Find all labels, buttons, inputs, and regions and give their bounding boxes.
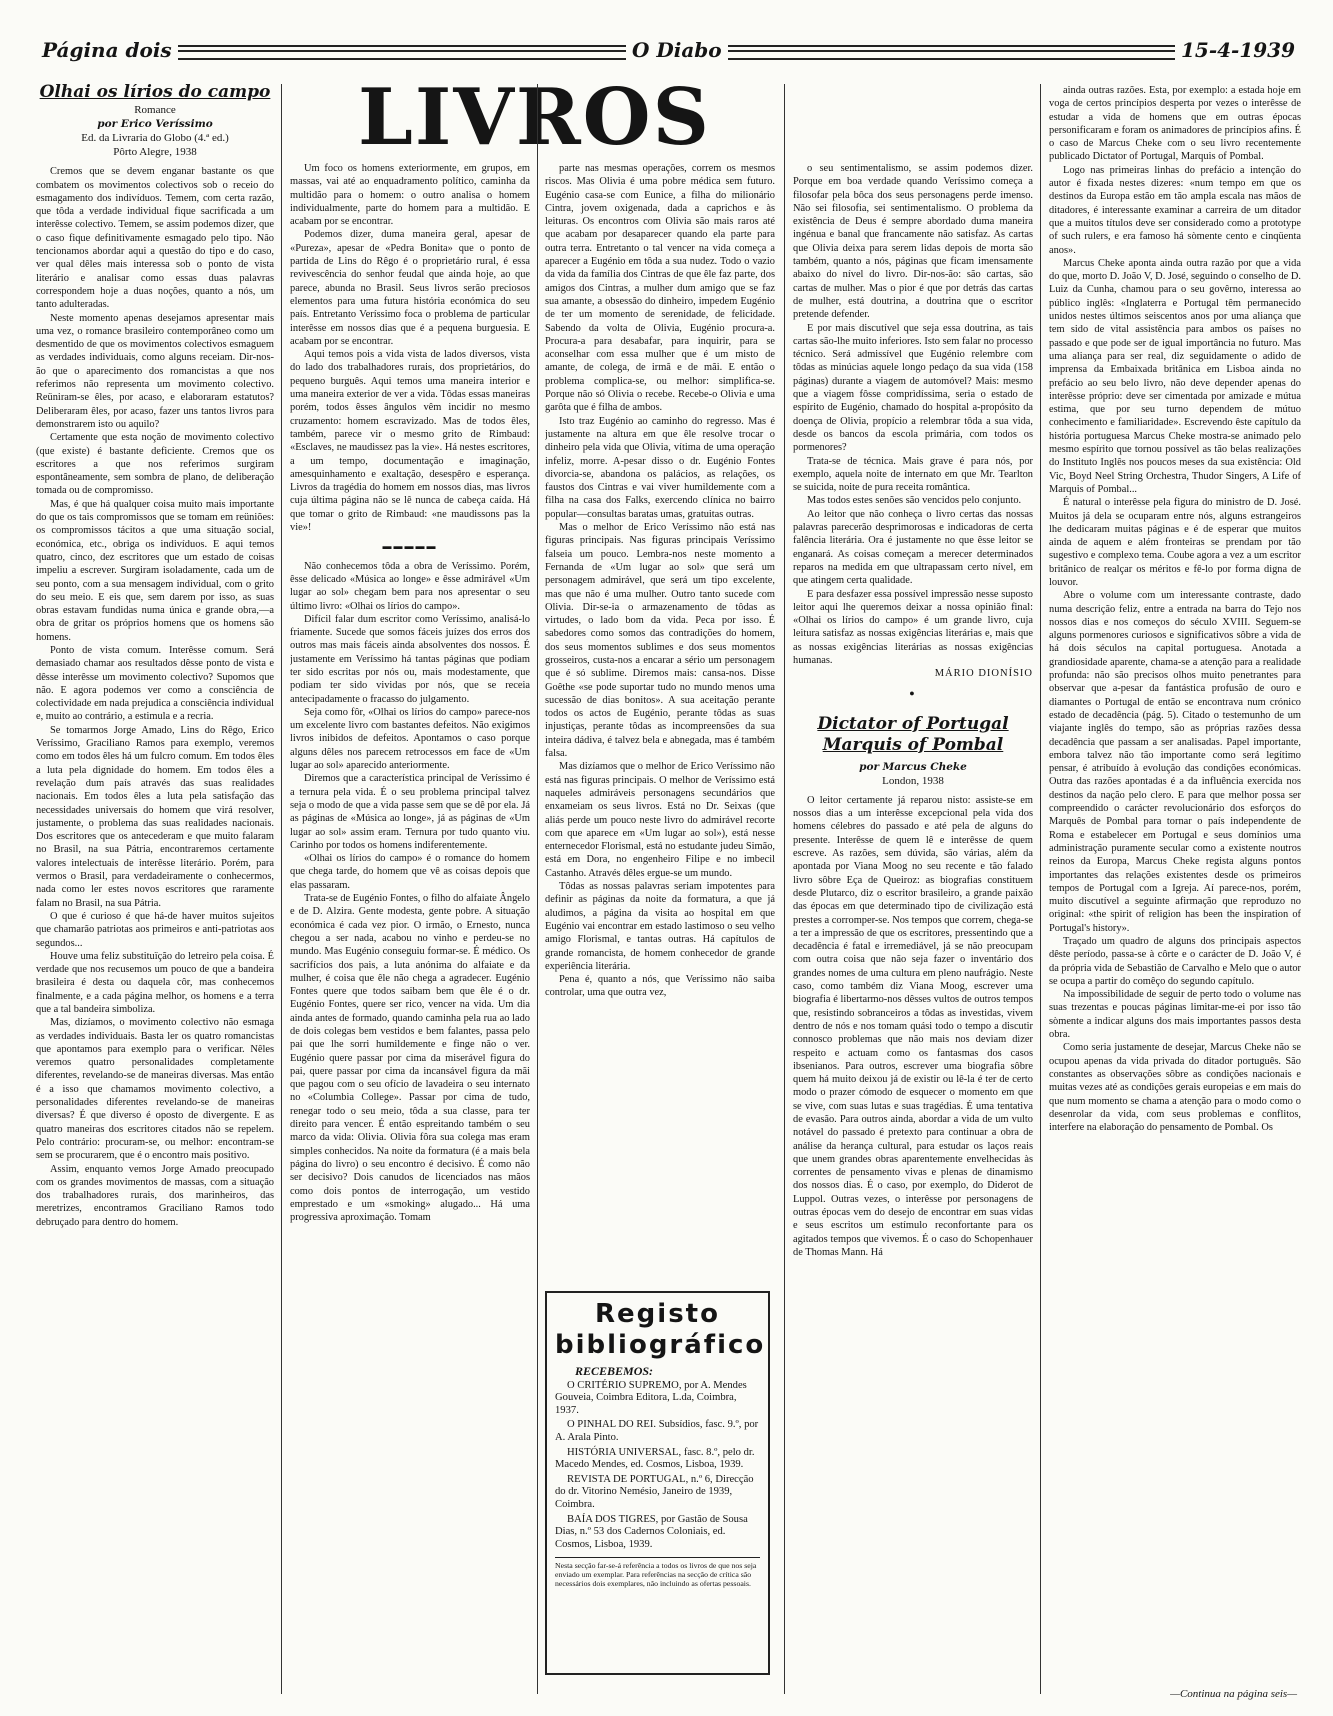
body-paragraph: Houve uma feliz substituïção do letreiro pela coisa. É verdade que nos recusemos um pouco de que a bandeira brasileira é desta ou daquela côr, mas conhecemos finalmente, e a cada página melhor, os homens e a terra que a tal bandeira simboliza. [36, 950, 274, 1015]
review-author: por Erico Veríssimo [97, 118, 213, 131]
registo-item: BAÍA DOS TIGRES, por Gastão de Sousa Dias, n.º 53 dos Cadernos Coloniais, ed. Cosmos, Lisboa, 1939. [555, 1513, 748, 1550]
registo-item: REVISTA DE PORTUGAL, n.º 6, Direcção do dr. Vitorino Nemésio, Janeiro de 1939, Coimbra. [555, 1473, 754, 1510]
body-paragraph: Cremos que se devem enganar bastante os que combatem os movimentos colectivos sob o receio do esmagamento dos indivíduos. Temem, com certa razão, que tôda a verdade individual fique sacrificada a um interêsse colectivo. Temem, se assim podemos dizer, que o caso fique definitivamente esmagado pelo tipo. Não tencionamos abordar aqui a questão do tipo e do caso, ver qual dêles mais interessa sob o ponto de vista literário e analisar como essas duas palavras correspondem hoje a duas noções, quanto a nós, um tanto adulteradas. [36, 166, 274, 311]
review-genre: Romance [134, 104, 176, 117]
newspaper-name: O Diabo [626, 38, 728, 62]
registo-item: HISTÓRIA UNIVERSAL, fasc. 8.º, pelo dr. Macedo Mendes, ed. Cosmos, Lisboa, 1939. [555, 1446, 755, 1471]
section-title-text: LIVROS [358, 71, 711, 163]
issue-date: 15-4-1939 [1175, 38, 1301, 62]
body-paragraph: Mas o melhor de Erico Veríssimo não está nas figuras principais. Nas figuras principais Veríssimo falseia um pouco. Lembra-nos neste momento a Fernanda de «Um lugar ao sol» que será um personagem admirável, que será um tipo excelente, mas que não é uma mulher. Outro tanto sucede com Olivia. Dir-se-ia o armazenamento de tôdas as virtudes, o lado bom da vida. Peca por isso. É sabedores como somos das contradições do homem, dos seus momentos sublimes e dos seus momentos grosseiros, custa-nos a encarar a sério um personagem que é só sublime. Diremos mais: cansa-nos. Disse Goêthe «se pode suportar tudo no mundo menos uma sucessão de dias bonitos». A sua aceitação perante todos os actos de Eugénio, perante tôdas as suas injustiças, perante tôdas as incompreensões da sua inteira dádiva, é talvez bela e abnegada, mas é também falsa. [545, 522, 775, 760]
review-signature: MÁRIO DIONÍSIO [934, 668, 1033, 680]
body-paragraph: Trata-se de Eugénio Fontes, o filho do alfaiate Ângelo e de D. Alzira. Gente modesta, gente pobre. A situação económica é cada vez pior. O irmão, o Ernesto, nunca chegou a ser nada, acabou no vinho e perdeu-se no mundo. Mas Eugénio conseguiu formar-se. É médico. Os sacrifícios dos pais, a luta anónima do alfaiate e da mulher, é coisa que êle não chega a agradecer. Eugénio Fontes quere que todos saibam bem que êle é o dr. Eugénio Fontes, quere ser rico, vencer na vida. Um dia ainda antes de formado, quando caminha pela rua ao lado de dois colegas bem vestidos e bem falantes, passa pelo pai que lhe sorri humildemente e finge não o ver. Eugénio quere passar por cima da miserável figura do pai, quere passar por cima da incansável figura da mãi que pagou com o seu ofício de lavadeira o seu internato no «Columbia College». Passar por cima de tudo, renegar todo o seu meio, tôda a sua classe, para ter direito para vencer. É então espreitando também o seu marco da vida: Olivia. Olivia fôra sua colega mas eram simples conhecidos. Na noite da formatura (é a mais bela página do livro) o seu encontro é decisivo. É como não ser decisivo? Dois canudos de licenciados nas mãos como dois pontos de interrogação, um vestido emprestado e um «smoking» alugado... Há uma progressiva aproximação. Tomam [290, 893, 530, 1224]
body-paragraph: Não conhecemos tôda a obra de Veríssimo. Porém, êsse delicado «Música ao longe» e êsse admirável «Um lugar ao sol» chegam bem para nos apresentar o seu último livro: «Olhai os lírios do campo». [290, 560, 530, 612]
column-4 [793, 162, 1033, 1702]
body-paragraph: Isto traz Eugénio ao caminho do regresso. Mas é justamente na altura em que êle resolve trocar o dinheiro pela vida que Olivia, vítima de uma operação infeliz, morre. A-pesar disso o dr. Eugénio Fontes divorcia-se, abandona os palácios, as relações, os faustos dos Cintras e vai viver humildemente com a filha na casa dos Falks, exercendo clínica no bairro popular—consultas baratas umas, gratuitas outras. [545, 415, 775, 520]
body-paragraph: Certamente que esta noção de movimento colectivo (que existe) é bastante deficiente. Cremos que os escritores a que nos referimos surgiram espontâneamente, sem sombra de plano, de deliberação tomada ou de compromisso. [36, 432, 274, 497]
body-paragraph: Neste momento apenas desejamos apresentar mais uma vez, o romance brasileiro contemporâneo como um desmentido de que os movimentos colectivos esmaguem as verdades individuais, como alguns receiam. Dir-nos-ão que o aparecimento dos romancistas a que nos referimos não representa um movimento colectivo. Reüniram-se êles, por acaso, e elaboraram estatutos? Deliberaram êles, por acaso, fazer uns tantos livros para demonstrarem isto ou aquilo? [36, 312, 274, 430]
column-5 [1049, 84, 1301, 1684]
body-paragraph: Pena é, quanto a nós, que Veríssimo não saiba controlar, uma que outra vez, [545, 974, 775, 999]
body-paragraph: o seu sentimentalismo, se assim podemos dizer. Porque em boa verdade quando Veríssimo começa a filosofar pela bôca dos seus personagens perde imenso. Não sei filosofia, sei sentimentalismo. O problema da existência de Deus é sempre abordado duma maneira ingénua e banal que francamente não satisfaz. As cartas que Olivia deixa para serem lidas depois de morta são também, quanto a nós, páginas que ficam imensamente abaixo do nível do livro. Dir-nos-ão: são cartas, são cartas de mulher. Mas o pior é que por detrás das cartas de mulher, está doutrina, a doutrina que o escritor pretende defender. [793, 163, 1033, 321]
column-2 [290, 162, 530, 1702]
body-paragraph: Logo nas primeiras linhas do prefácio a intenção do autor é fixada nestes dizeres: «num tempo em que os destinos da Europa estão em tão ampla escala nas mãos de ditadores, é interessante examinar a carreira de um ditador que a muitos títulos deve ser considerado como a prototype of such rulers, e era famoso há sòmente cento e cinqüenta anos». [1049, 164, 1301, 256]
body-paragraph: Tôdas as nossas palavras seriam impotentes para definir as páginas da noite da formatura, a que já aludimos, a página da visita ao hospital em que Eugénio vai encontrar em estado lastimoso o seu velho amigo Florismal, e tantas outras. Há capítulos de grande romancista, de homem conhecedor de grande experiência literária. [545, 881, 775, 972]
column-divider [784, 84, 785, 1694]
review-title: Olhai os lírios do campo [39, 84, 271, 102]
body-paragraph: Abre o volume com um interessante contraste, dado numa descrição feliz, entre a entrada na barra do Tejo nos nossos dias e nos começos do século XVIII. Seguem-se alguns pormenores curiosos e significativos sôbre a vida de há dois séculos na capital portuguesa. Anotada a grandiosidade aparente, chama-se a atenção para a realidade profunda: não são precisos olhos muito penetrantes para observar que a-pesar da fantástica profusão de ouro e diamantes o Portugal de então se encontrava num crónico estado de decadência (pág. 5). Citado o testemunho de um viajante inglês do tempo, são as próprias razões dessa decadência que passam a ser analisadas. Papel importante, embora talvez não tão importante como será legítimo pensar, é atribuído à evolução das condições económicas. Outra das razões apontadas é a da influência exercida nos destinos da nação pelo clero. E para que melhor possa ser compreendido o carácter revolucionário dos esforços do Marquês de Pombal para tornar o país independente de Roma e estabelecer em Portugal e seus domínios uma administração puramente secular como a existente noutros reinos da Europa, Marcus Cheke regista alguns pontos importantes das relações existentes desde os primeiros tempos de Portugal com a Igreja. Aí parece-nos, porém, muito discutível a seguinte afirmação que reproduzo no original: «the spirit of religion has been the inspiration of Portugal's history». [1049, 590, 1301, 934]
registo-box [545, 1291, 770, 1675]
body-paragraph: Ao leitor que não conheça o livro certas das nossas palavras parecerão desprimorosas e indicadoras de certa falência literária. Ora é justamente no que êsse leitor se enganará. As coisas começam a merecer determinados reparos na medida em que ultrapassam certo nível, em que atingem certa qualidade. [793, 508, 1033, 587]
body-paragraph: Diremos que a característica principal de Veríssimo é a ternura pela vida. É o seu problema principal talvez seja o modo de que a vida passe sem que se dê por ela. Já as páginas de «Música ao longe», já as páginas de «Um lugar ao sol» assim eram. Ternura por tudo quanto viu. Carinho por todos os homens indiferentemente. [290, 773, 530, 851]
review2-place: London, 1938 [882, 774, 944, 787]
body-paragraph: Seja como fôr, «Olhai os lírios do campo» parece-nos um excelente livro com bastantes defeitos. Não exigimos livros inibidos de defeitos. Apontamos o caso porque alguns dêles nos parecem retrocessos em face de «Um lugar ao sol» aparecido anteriormente. [290, 706, 530, 772]
body-paragraph: Mas dizíamos que o melhor de Erico Veríssimo não está nas figuras principais. O melhor de Veríssimo está naqueles admiráveis personagens secundários que enxameiam os seus livros. Está no Dr. Seixas (que aliás perde um pouco neste livro do admirável recorte com que aparece em «Um lugar ao sol»), está nesse enternecedor Florismal, está no estudante judeu Simão, está em Dora, no engenheiro Filipe e no imbecil Castanho. Através dêles ergue-se um mundo. [545, 761, 775, 879]
body-paragraph: Podemos dizer, duma maneira geral, apesar de «Pureza», apesar de «Pedra Bonita» que o ponto de partida de Lins do Rêgo é o proprietário rural, é essa revivescência do senhor feudal que ainda hoje, ao que parece, abunda no Brasil. Seus livros serão preciosos elementos para uma futura história económica do seu país. Entretanto Veríssimo foca o problema de particular interêsse em nossos dias que é a pequena burguesia. E acabam por se encontrar. [290, 229, 530, 347]
review-body-part-1 [36, 165, 274, 1229]
review2-title-line-1: Dictator of Portugal [817, 713, 1009, 734]
body-paragraph: O leitor certamente já reparou nisto: assiste-se em nossos dias a um interêsse excepcional pela vida dos homens célebres do passado e até pela de alguns do presente. Interêsse de quem lê e interêsse de quem escreve. As razões, sem dúvida, são várias, além da apontada por Viana Moog no seu recente e tão falado livro sôbre Eça de Queiroz: as biografias constituem desde Plutarco, diz o escritor brasileiro, a grande paixão das épocas em que determinado tipo de civilização está prestes a corromper-se. Nos tempos que correm, chega-se a ter a impressão de que os escritores, pressentindo que a decadência é fatal e irremediável, já se não preocupam com outra coisa que não seja fazer o inventário dos grandes nomes de uma cultura em pleno naufrágio. Neste caso, como também diz Viana Moog, escrever uma biografia é libertarmo-nos dêsses vultos de outros tempos que, resistindo sobranceiros a tôdas as investidas, vivem dentro de nós e nos tomam quási todo o tempo a discutir connosco problemas que não mais nos deviam dizer respeito e actuam como os fantasmas dos casos ibsenianos. Para outros, escrever uma biografia sôbre quem há muito deixou já de existir ou lê-la é ter de certo modo o prazer cómodo de esquecer o momento em que se vive, com suas lutas e suas tragédias. É uma tentativa de evasão. Para outros ainda, abordar a vida de um vulto notável do passado é pretexto para continuar a obra de análise da herança cultural, para estudar os laços reais que unem grandes obras aparentemente envelhecidas às correntes de pensamento vivas e plenas de dinamismo dos nossos dias. É o caso, por exemplo, do Diderot de Luppol. Outras vezes, o interêsse por personagens de outras épocas vem do desejo de encontrar em suas vidas e seus escritos um estímulo reconfortante para os agitados tempos que vivemos. É o caso do Schopenhauer de Thomas Mann. Há [793, 794, 1033, 1258]
review-body-part-4 [545, 162, 775, 1000]
body-paragraph: Mas, dizíamos, o movimento colectivo não esmaga as verdades individuais. Basta ler os quatro romancistas que apontamos para exemplo para o verificar. Nêles veremos quatro personalidades completamente diferentes, revelando-se de maneiras diversas. Mas então é a isso que chamamos movimento colectivo, a personalidades diferentes revelando-se de maneiras diversas? É que diverso é oposto de divergente. E as quatro maneiras dos escritores citados não se repelem. Pelo contrário: procuram-se, ou melhor: encontram-se sem se procurarem, que é o encontro mais positivo. [36, 1017, 274, 1162]
body-paragraph: O que é curioso é que há-de haver muitos sujeitos que chamarão patriotas aos primeiros e anti-patriotas aos segundos... [36, 910, 274, 949]
review2-title-line-2: Marquis of Pombal [822, 734, 1004, 755]
body-paragraph: Um foco os homens exteriormente, em grupos, em massas, vai até ao enquadramento político, caminha da multidão para o homem: o outro analisa o homem individualmente, parte do homem para a multidão. E acabam por se encontrar. [290, 163, 530, 228]
column-1 [36, 84, 274, 1704]
review-publisher: Ed. da Livraria do Globo (4.ª ed.) [81, 132, 229, 145]
body-paragraph: Aqui temos pois a vida vista de lados diversos, vista do lado dos trabalhadores rurais, dos proprietários, do pequeno burguês. Aqui temos uma maneira interior e uma maneira exterior de ver a vida. Tôdas essas maneiras porém, todos êsses ângulos vêm incidir no mesmo cruzamento: homem escravizado. Mas de todos êles, também, parece vir o mesmo grito de Rimbaud: «Esclaves, ne maudissez pas la vie». Há nestes escritores, a um tempo, documentação e imaginação, amesquinhamento e exaltação, desespêro e esperança. Livros da tragédia do homem em nossos dias, mas livros cuja última página não se lê nunca de cabeça caída. Há que tomar o grito de Rimbaud: «ne maudissons pas la vie»! [290, 349, 530, 534]
body-paragraph: Trata-se de técnica. Mais grave é para nós, por exemplo, aquela noite de internato em que Mr. Tearlton se suicida, noite de pura receita romântica. [793, 455, 1033, 494]
registo-item: O CRITÉRIO SUPREMO, por A. Mendes Gouveia, Coimbra Editora, L.da, Coimbra, 1937. [555, 1379, 747, 1416]
body-paragraph: Traçado um quadro de alguns dos principais aspectos dêste período, passa-se à côrte e o carácter de D. João V, é da própria vida de Sebastião de Carvalho e Melo que o autor se ocupa a partir do comêço do segundo capítulo. [1049, 936, 1301, 987]
column-3 [545, 162, 775, 1287]
review-body-part-5 [793, 162, 1033, 667]
registo-note: Nesta secção far-se-á referência a todos os livros de que nos seja enviado um exemplar. Para referências na secção de crítica são necessários dois exemplares, não incluindo as ofertas pessoais. [555, 1557, 760, 1588]
registo-title-line-1: Registo [595, 1299, 720, 1329]
section-separator: ● [909, 687, 917, 698]
body-paragraph: E para desfazer essa possível impressão nesse suposto leitor aqui lhe queremos deixar a nossa opinião final: «Olhai os lírios do campo» é um grande livro, cuja leitura satisfaz as nossas exigências literárias e, mais que as nossas exigências literárias as nossas exigências humanas. [793, 588, 1033, 666]
review2-body-part-2 [1049, 84, 1301, 1134]
registo-item: O PINHAL DO REI. Subsídios, fasc. 9.º, por A. Arala Pinto. [555, 1419, 759, 1443]
body-paragraph: ainda outras razões. Esta, por exemplo: a estada hoje em voga de certos princípios desperta por vezes o interêsse de estudar a vida de homens que em outras épocas personificaram e foram os animadores de princípios afins. É o caso de Marcus Cheke com o seu livro recentemente publicado Dictator of Portugal, Marquis of Pombal. [1049, 85, 1301, 163]
page-label: Página dois [36, 38, 178, 62]
column-divider [1040, 84, 1041, 1694]
review2-body-part-1 [793, 794, 1033, 1259]
column-divider [281, 84, 282, 1694]
section-title [358, 71, 1031, 163]
review2-author: por Marcus Cheke [859, 760, 967, 773]
body-paragraph: Se tomarmos Jorge Amado, Lins do Rêgo, Erico Veríssimo, Graciliano Ramos para exemplo, veremos como em todos êles há um fulcro comum. Em todos êles a luta pela dignidade do homem. Em todos êles a revelação dum país através das suas realidades nacionais. Em todos êles a luta pela satisfação das necessidades universais do homem que virá resolver, justamente, o problema das suas realidades nacionais. Dos escritores que os antecederam e que muito falaram no Brasil, na sua Pátria, encontraremos certamente valores intelectuais de interêsse literário. Porém, para vermos o Brasil, para verdadeiramente o conhecermos, nada como ler estes novos escritores que raramente falam no Brasil, na sua Pátria. [36, 724, 274, 909]
body-paragraph: Mas todos estes senões são vencidos pelo conjunto. [807, 495, 1022, 507]
body-paragraph: parte nas mesmas operações, correm os mesmos riscos. Mas Olivia é uma pobre médica sem futuro. Eugénio casa-se com Eunice, a filha do milionário Cintra, jovem oxigenada, dada a caprichos e às leituras. Os encontros com Olivia são mais raros até que acabam por desaparecer quando ela parte para outra terra. Entretanto o tal vencer na vida começa a aparecer a Eugénio em tôda a sua nudez. Todo o vazio da vida da família dos Cintras de que êle faz parte, dos amigos dos Cintras, a mulher dum amigo que se faz sua amante, a obsessão do dinheiro, impedem Eugénio de ter um momento de serenidade, de felicidade. Sabendo da volta de Olivia, Eugénio procura-a. Procura-a para desabafar, para inquirir, para se aconselhar com essa mulher que é um misto de amante, de colega, de irmã e de mãi. E então o problema complica-se, ou melhor: simplifica-se. Porque não só Olivia o recebe. Recebe-o Olivia e uma garôta que é filha de ambos. [545, 163, 775, 414]
section-separator: ▬▬▬▬▬ [382, 541, 438, 552]
registo-title [555, 1299, 766, 1361]
body-paragraph: Difícil falar dum escritor como Veríssimo, analisá-lo friamente. Sucede que somos fáceis juízes dos erros dos outros mas mais fáceis ainda absolventes dos nossos. É justamente em Veríssimo há tantas páginas que podiam ter sido escritas por nós ou, mais modestamente, que podiam ter sido vividas por nós, que se receia antecipadamente o fracasso do julgamento. [290, 613, 530, 705]
review2-title [793, 714, 1033, 756]
review-body-part-2 [290, 162, 530, 534]
body-paragraph: Como seria justamente de desejar, Marcus Cheke não se ocupou apenas da vida privada do ditador português. São constantes as observações sôbre as condições nacionais e muitas vezes até as condições gerais europeias e em mais do que num momento se chama a atenção para o modo como o desenrolar da vida, com seus problemas e conflitos, interfere na elaboração do pensamento de Pombal. Os [1049, 1042, 1301, 1134]
body-paragraph: «Olhai os lírios do campo» é o romance do homem que chega tarde, do homem que vê as coisas depois que elas passaram. [290, 853, 530, 891]
review-place: Pôrto Alegre, 1938 [113, 146, 197, 159]
masthead [36, 38, 1301, 68]
registo-title-line-2: bibliográfico [555, 1330, 766, 1360]
review-body-part-3 [290, 560, 530, 1225]
body-paragraph: Ponto de vista comum. Interêsse comum. Será demasiado chamar aos resultados dêsse ponto de vista e dêsse interêsse um movimento colectivo? Supomos que não. E agora podemos ver como a consciência de colectividade em nada prejudica a consciência individual e, muito ao contrário, a estimula e a recria. [36, 644, 274, 723]
body-paragraph: Assim, enquanto vemos Jorge Amado preocupado com os grandes movimentos de massas, com a situação dos trabalhadores rurais, dos marinheiros, das meretrizes, encontramos Graciliano Ramos todo debruçado para dentro do homem. [36, 1163, 274, 1228]
received-label: RECEBEMOS: [575, 1364, 654, 1378]
body-paragraph: É natural o interêsse pela figura do ministro de D. José. Muitos já dela se ocuparam entre nós, alguns estrangeiros lhe dedicaram muitas páginas e é de esperar que muitos ainda de aquem e além fronteiras se prendam por tão sugestivo e complexo tema. Coube agora a vez a um escritor britânico de realçar os méritos e fê-lo por forma digna de louvor. [1049, 497, 1301, 588]
body-paragraph: Marcus Cheke aponta ainda outra razão por que a vida do que, morto D. João V, D. José, seguindo o conselho de D. Luiz da Cunha, chamou para o seu govêrno, interessa ao público inglês: «Inglaterra e Portugal têm permanecido unidos nestes últimos seiscentos anos por uma aliança que tem sido de vital assistência para ambos os países no passado e que pode ser de igual importância no futuro. Mas uma aliança para ser real, diz seguidamente o adido de imprensa da Embaixada britânica em Lisboa ainda no prefácio ao seu belo livro, não deve depender apenas do interêsse próprio: deve ser cimentada por amizade e mútua estima, que por seu turno dependem de mútuo conhecimento e familiaridade». Escrevendo êste capítulo da história portuguesa Marcus Cheke mostra-se animado pelo mesmo espírito que tornou possível as tão belas realizações do Instituto Inglês nos poucos meses da sua existência: Old Vic, Boyd Neel String Orchestra, Thudor Singers, A Life of Marquis of Pombal... [1049, 257, 1301, 495]
body-paragraph: E por mais discutível que seja essa doutrina, as tais cartas são-lhe muito inferiores. Isto sem falar no processo técnico. Será admissível que Eugénio relembre com tôdas as minúcias aquele longo pedaço da sua vida (158 páginas) durante a viagem de automóvel? Mais: mesmo que a viagem fôsse comprìdíssima, seria o estado de espírito de Eugénio, chamado do hospital a-propósito da doença de Olivia, propício a relembrar tôda a sua vida, desde os bancos da escola primária, com todos os pormenores? [793, 322, 1033, 454]
registo-list [555, 1380, 760, 1552]
column-divider [537, 84, 538, 1694]
continued-notice: —Continua na página seis— [1170, 1688, 1297, 1700]
body-paragraph: Na impossibilidade de seguir de perto todo o volume nas suas trezentas e poucas páginas limitar-me-ei por isso tão sòmente a indicar alguns dos mais importantes passos desta obra. [1049, 989, 1301, 1041]
body-paragraph: Mas, é que há qualquer coisa muito mais importante do que os tais compromissos que se tomam em reüniões: os compromissos tácitos a que uma situação social, económica, etc., obriga os indivíduos. E aqui temos quatro, cinco, dez escritores que um estado de coisas impeliu a escrever. Surgiram isoladamente, cada um de seu ponto, com a sua mensagem individual, com o grito do seu meio. E eis que, sem darem por isso, as suas obras estavam fundidas numa única e grande obra,—a obra de gritar os próprios homens que os homens são homens. [36, 498, 274, 643]
